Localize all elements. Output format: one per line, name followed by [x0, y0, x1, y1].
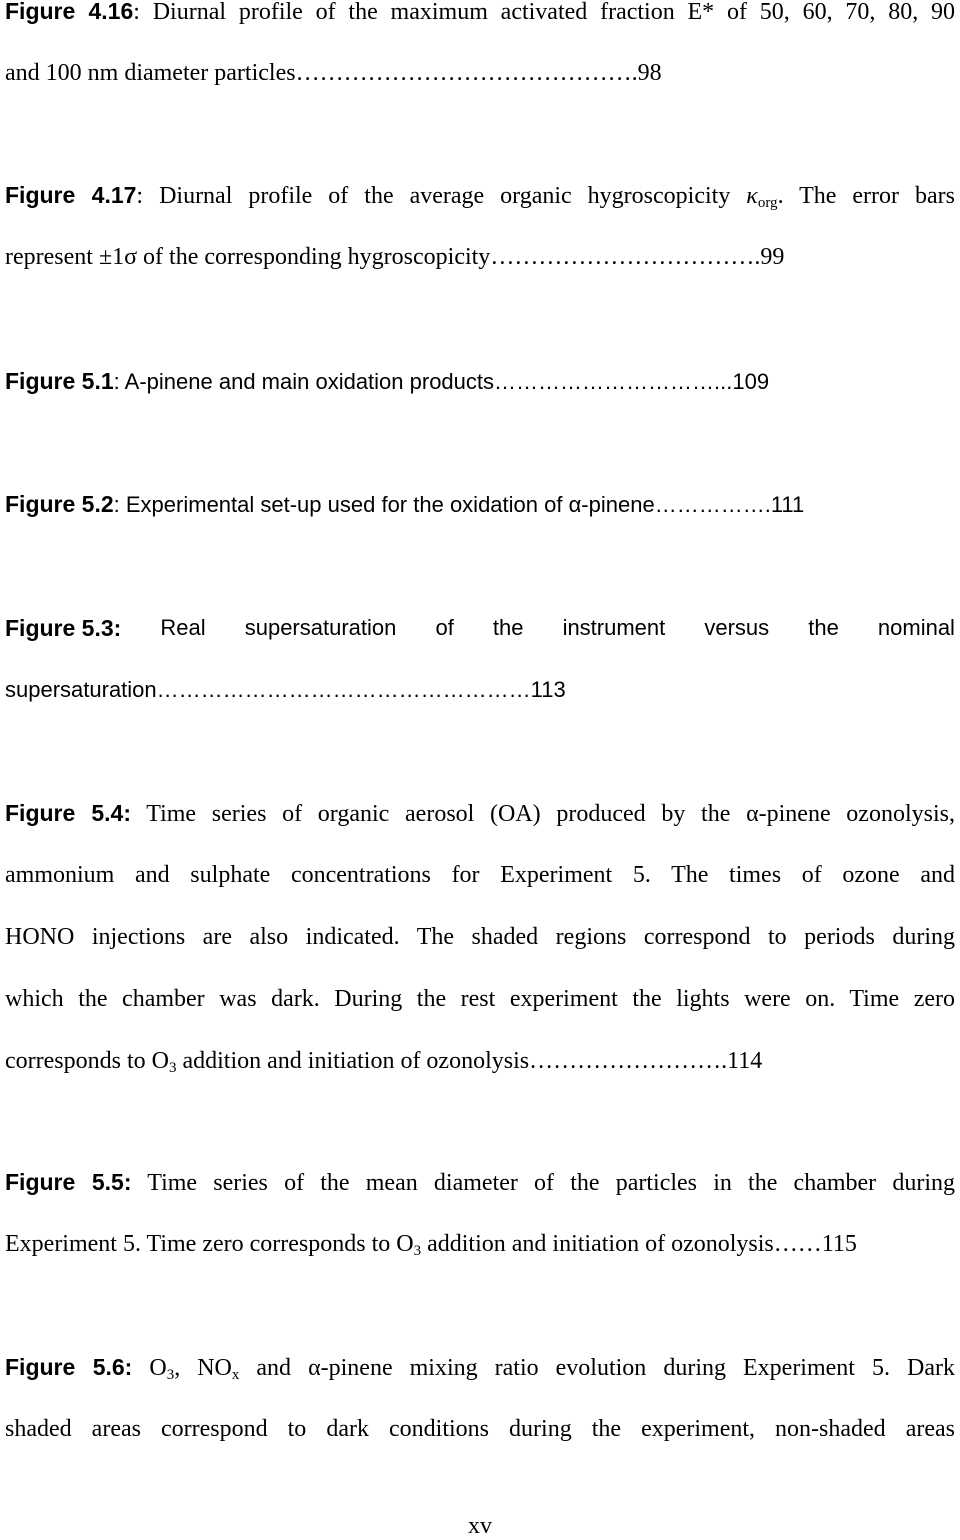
entry-line	[5, 350, 955, 412]
entry-text: supersaturation	[5, 677, 157, 702]
toc-entry-figure-5-1	[5, 350, 955, 412]
entry-text: addition and initiation of ozonolysis	[176, 1048, 530, 1074]
entry-text: : Diurnal profile of the average organic hygroscopicity	[136, 183, 747, 209]
entry-text: , NO	[174, 1355, 232, 1381]
toc-entry-figure-5-6	[5, 1336, 955, 1460]
entry-line	[5, 1030, 955, 1092]
entry-text: addition and initiation of ozonolysis	[421, 1231, 774, 1257]
entry-text: Experiment 5. Time zero corresponds to O	[5, 1231, 414, 1257]
page-ref: 113	[530, 677, 566, 702]
figure-label: Figure 5.3:	[5, 615, 122, 641]
subscript: 3	[168, 1060, 177, 1076]
page-ref: 114	[727, 1048, 763, 1074]
entry-word: supersaturation	[244, 615, 397, 640]
entry-text: and α-pinene mixing ratio evolution during Experiment 5. Dark	[239, 1355, 955, 1381]
entry-word: nominal	[877, 615, 955, 640]
entry-line	[5, 1151, 955, 1213]
figure-label: Figure 4.16	[5, 0, 134, 24]
entry-line	[5, 844, 955, 906]
entry-word: instrument	[562, 615, 666, 640]
entry-line	[5, 968, 955, 1030]
entry-text: Time series of the mean diameter of the particles in the chamber during	[131, 1170, 955, 1196]
page-ref: 99	[760, 244, 785, 270]
entry-line	[5, 1336, 955, 1398]
leader-dots: …………………………………….	[295, 60, 638, 86]
leader-dots: ……………………………………………	[156, 677, 531, 702]
entry-word: of	[435, 615, 454, 640]
entry-text: Time series of organic aerosol (OA) produced by the α-pinene ozonolysis,	[131, 801, 955, 827]
kappa-subscript: org	[757, 195, 778, 211]
page-ref: 111	[770, 492, 805, 517]
page-ref: 98	[637, 60, 662, 86]
leader-dots: ……	[773, 1231, 822, 1257]
toc-entry-figure-5-3	[5, 597, 955, 721]
leader-dots: …………….	[654, 492, 771, 517]
figure-label: Figure 5.1	[5, 368, 114, 394]
leader-dots: …………………………….	[490, 244, 761, 270]
entry-line	[5, 42, 955, 104]
entry-line	[5, 1213, 955, 1275]
subscript: 3	[413, 1243, 422, 1259]
figure-label: Figure 4.17	[5, 182, 137, 208]
entry-line	[5, 164, 955, 226]
entry-text: corresponds to O	[5, 1048, 169, 1074]
toc-entry-figure-4-16	[5, 0, 955, 104]
entry-text: ammonium and sulphate concentrations for Experiment 5. The times of ozone and	[5, 862, 955, 888]
entry-word: versus	[704, 615, 770, 640]
entry-line	[5, 473, 955, 535]
entry-line	[5, 1398, 955, 1460]
entry-text: . The error bars	[777, 183, 955, 209]
entry-text: : Diurnal profile of the maximum activated fraction E* of 50, 60, 70, 80, 90	[133, 0, 955, 25]
page-ref: 115	[821, 1231, 857, 1257]
entry-text: HONO injections are also indicated. The shaded regions correspond to periods during	[5, 924, 955, 950]
page-ref: 109	[732, 369, 770, 394]
entry-word: the	[808, 615, 839, 640]
entry-text: : A-pinene and main oxidation products	[113, 369, 495, 394]
toc-entry-figure-5-2	[5, 473, 955, 535]
entry-line	[5, 906, 955, 968]
toc-entry-figure-5-5	[5, 1151, 955, 1275]
page-number: xv	[468, 1513, 492, 1539]
entry-line	[5, 659, 955, 721]
leader-dots: …………………….	[529, 1048, 728, 1074]
entry-word: Real	[160, 615, 206, 640]
entry-text: O	[132, 1355, 167, 1381]
entry-line	[5, 782, 955, 844]
figure-label: Figure 5.4:	[5, 800, 131, 826]
entry-line	[5, 0, 955, 42]
subscript: x	[231, 1367, 240, 1383]
entry-text: shaded areas correspond to dark conditions during the experiment, non-shaded areas	[5, 1416, 955, 1442]
entry-word: the	[492, 615, 524, 640]
entry-text: : Experimental set-up used for the oxidation of α-pinene	[113, 492, 655, 517]
entry-line	[5, 597, 955, 659]
figure-label: Figure 5.2	[5, 491, 114, 517]
toc-entry-figure-4-17	[5, 164, 955, 288]
toc-entry-figure-5-4	[5, 782, 955, 1092]
leader-dots: …………………………...	[494, 369, 733, 394]
entry-text: and 100 nm diameter particles	[5, 60, 296, 86]
entry-text: represent ±1σ of the corresponding hygroscopicity	[5, 244, 491, 270]
kappa-symbol: κ	[746, 183, 758, 209]
figure-label: Figure 5.5:	[5, 1169, 132, 1195]
entry-line	[5, 226, 955, 288]
figure-label: Figure 5.6:	[5, 1354, 133, 1380]
entry-text: which the chamber was dark. During the rest experiment the lights were on. Time zero	[5, 986, 955, 1012]
subscript: 3	[166, 1367, 175, 1383]
